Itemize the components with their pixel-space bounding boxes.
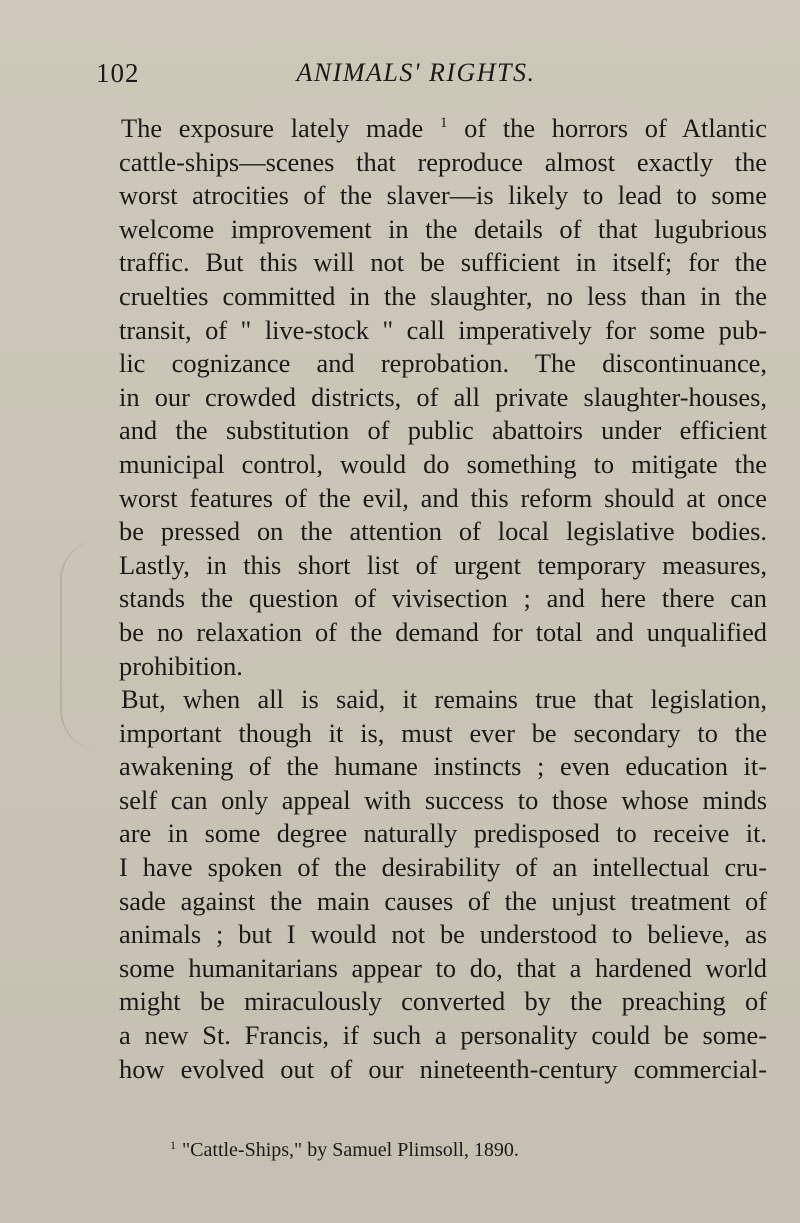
paragraph-2-line: awakening of the humane instincts ; even education it- — [119, 751, 767, 782]
page-header — [96, 58, 736, 98]
paragraph-1-line: traffic. But this will not be sufficient in itself; for the — [119, 247, 767, 278]
paragraph-2-line: self can only appeal with success to those whose minds — [119, 784, 767, 815]
paragraph-1-line: cattle-ships—scenes that reproduce almost exactly the — [119, 146, 767, 177]
paragraph-1-line: be pressed on the attention of local legislative bodies. — [119, 516, 767, 547]
paragraph-1-line: prohibition. — [119, 650, 243, 681]
running-head: ANIMALS' RIGHTS. — [296, 58, 536, 87]
paragraph-1-line: be no relaxation of the demand for total and unqualified — [119, 616, 767, 647]
paragraph-1-line: municipal control, would do something to mitigate the — [119, 448, 767, 479]
paper-stain — [60, 540, 122, 750]
paragraph-2-line: important though it is, must ever be secondary to the — [119, 717, 767, 748]
paragraph-1-line: lic cognizance and reprobation. The discontinuance, — [119, 348, 767, 379]
paragraph-2-line: sade against the main causes of the unjust treatment of — [119, 885, 767, 916]
paragraph-1-line: worst features of the evil, and this reform should at once — [119, 482, 767, 513]
paragraph-1-line: and the substitution of public abattoirs under efficient — [119, 415, 767, 446]
paragraph-1-line: welcome improvement in the details of that lugubrious — [119, 213, 767, 244]
footnote-text: "Cattle-Ships," by Samuel Plimsoll, 1890. — [182, 1139, 519, 1161]
paragraph-2-line: are in some degree naturally predisposed to receive it. — [119, 818, 767, 849]
paragraph-1-line: cruelties committed in the slaughter, no less than in the — [119, 280, 767, 311]
paragraph-2-line: some humanitarians appear to do, that a hardened world — [119, 952, 767, 983]
paragraph-1-line: stands the question of vivisection ; and here there can — [119, 583, 767, 614]
paragraph-1-line: in our crowded districts, of all private slaughter-houses, — [119, 381, 767, 412]
text-fragment: of the horrors of Atlantic — [464, 113, 767, 143]
text-fragment: The exposure lately made — [121, 113, 424, 143]
paragraph-1-line: Lastly, in this short list of urgent temporary measures, — [119, 549, 767, 580]
page-number: 102 — [96, 58, 140, 88]
paragraph-2-line: how evolved out of our nineteenth-century commercial- — [119, 1053, 767, 1084]
footnote — [170, 1138, 519, 1162]
paragraph-2-line: a new St. Francis, if such a personality could be some- — [119, 1020, 767, 1051]
paragraph-2-line: But, when all is said, it remains true that legislation, — [121, 684, 767, 715]
paragraph-1-line — [121, 112, 767, 146]
footnote-reference: 1 — [439, 115, 448, 131]
body-text — [121, 112, 767, 1086]
paragraph-1-line: transit, of " live-stock " call imperatively for some pub- — [119, 314, 767, 345]
paragraph-2-line: might be miraculously converted by the preaching of — [119, 986, 767, 1017]
paragraph-2-line: animals ; but I would not be understood to believe, as — [119, 919, 767, 950]
paragraph-2-line: I have spoken of the desirability of an intellectual cru- — [119, 852, 767, 883]
footnote-mark: 1 — [170, 1138, 176, 1152]
paragraph-1-line: worst atrocities of the slaver—is likely to lead to some — [119, 180, 767, 211]
